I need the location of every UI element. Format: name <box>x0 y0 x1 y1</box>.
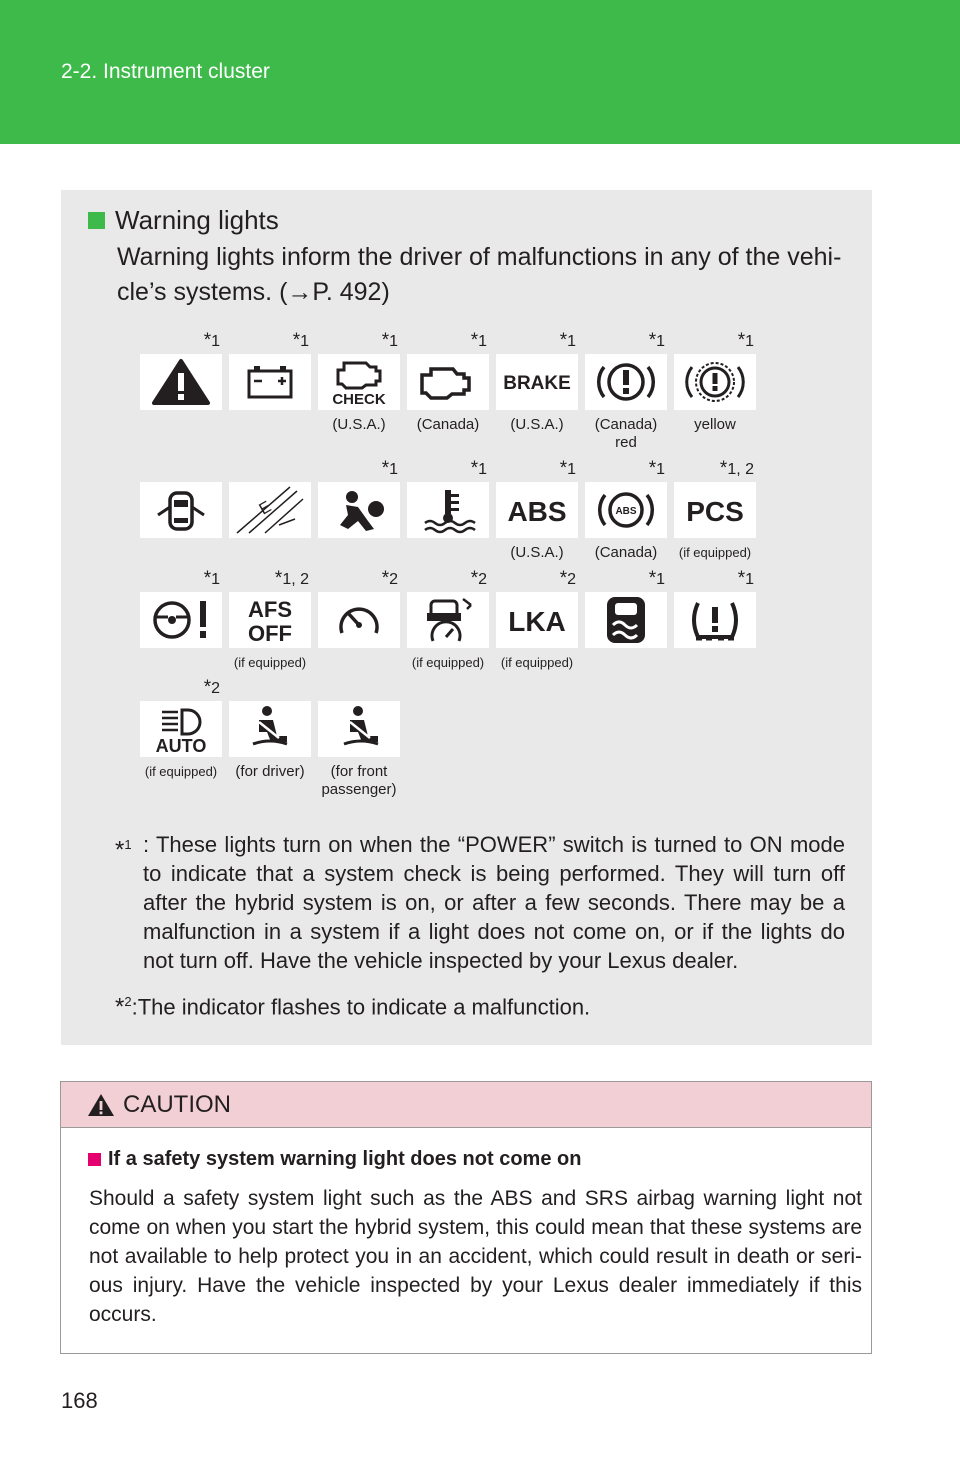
svg-text:PCS: PCS <box>686 496 744 527</box>
footnote-1-label: 1 <box>124 837 132 852</box>
power-steering-icon-graphic <box>146 595 216 645</box>
svg-text:OFF: OFF <box>248 621 292 645</box>
brake-circle-icon-graphic <box>591 357 661 407</box>
icon-caption: (Canada) <box>594 544 658 561</box>
abs-text-icon-graphic <box>502 485 572 535</box>
icon-caption: (for front passenger) <box>321 763 397 798</box>
seatbelt-passenger-icon-graphic <box>324 704 394 754</box>
cruise-control-icon-graphic <box>324 595 394 645</box>
battery-icon <box>229 354 311 410</box>
icon-caption: (if equipped) <box>500 655 574 670</box>
fuel-gauge-icon-graphic <box>235 485 305 535</box>
slip-indicator-icon <box>585 592 667 648</box>
svg-text:BRAKE: BRAKE <box>503 373 571 394</box>
footnote-mark: *2 <box>470 568 487 589</box>
door-open-icon <box>140 482 222 538</box>
icon-caption: (for driver) <box>235 763 305 780</box>
warning-triangle-icon <box>140 354 222 410</box>
footnote-1 <box>115 830 845 975</box>
abs-circle-icon <box>585 482 667 538</box>
page-number: 168 <box>61 1388 98 1413</box>
footnote-mark: *1 <box>559 330 576 351</box>
caution-title <box>88 1148 581 1171</box>
lka-icon <box>496 592 578 648</box>
brake-circle-yellow-icon <box>674 354 756 410</box>
intro-paragraph: Warning lights inform the driver of malfunctions in any of the vehi-cle’s systems. (→P. 492) <box>117 243 842 306</box>
radar-cruise-icon <box>407 592 489 648</box>
footnote-mark: *1 <box>292 330 309 351</box>
footnote-1-text: : These lights turn on when the “POWER” switch is turned to ON mode to indicate that a system check is being performed. They will turn off after the hybrid system is on, or after a few seconds. There may be a malfunction in a system if a light does not come on, or if the lights do not turn off. Have the vehicle inspected by your Lexus dealer. <box>143 832 845 973</box>
brake-circle-yellow-icon-graphic <box>680 357 750 407</box>
caution-box <box>60 1081 872 1354</box>
abs-circle-icon-graphic <box>591 485 661 535</box>
footnote-mark: *1 <box>737 330 754 351</box>
slip-indicator-icon-graphic <box>591 595 661 645</box>
caution-header <box>61 1082 871 1128</box>
lka-icon-graphic <box>502 595 572 645</box>
door-open-icon-graphic <box>146 485 216 535</box>
brake-text-icon <box>496 354 578 410</box>
footnote-2 <box>115 987 845 1021</box>
footnote-mark: *1 <box>470 458 487 479</box>
footnote-mark: *1, 2 <box>274 568 309 589</box>
footnote-2-label: 2 <box>124 994 132 1009</box>
svg-text:CHECK: CHECK <box>332 391 386 407</box>
brake-circle-icon <box>585 354 667 410</box>
section-heading-text: Warning lights <box>115 205 279 235</box>
svg-text:AUTO: AUTO <box>155 736 207 754</box>
footnote-mark: *1 <box>648 568 665 589</box>
footnote-mark: *1 <box>648 330 665 351</box>
pcs-icon <box>674 482 756 538</box>
coolant-temp-icon <box>407 482 489 538</box>
section-breadcrumb: 2-2. Instrument cluster <box>61 60 270 83</box>
icon-caption: (U.S.A.) <box>510 544 564 561</box>
icon-caption: (if equipped) <box>411 655 485 670</box>
auto-headlight-icon-graphic <box>146 704 216 754</box>
svg-text:ABS: ABS <box>615 506 637 517</box>
footnote-mark: *2 <box>381 568 398 589</box>
footnote-mark: *1 <box>559 458 576 479</box>
footnote-mark: *1 <box>648 458 665 479</box>
footnote-2-star: * <box>115 993 125 1021</box>
brake-text-icon-graphic <box>502 357 572 407</box>
check-engine-icon-graphic <box>324 357 394 407</box>
icon-caption: (Canada) red <box>594 416 658 451</box>
warning-triangle-icon-graphic <box>146 357 216 407</box>
engine-icon <box>407 354 489 410</box>
footnote-mark: *1 <box>381 458 398 479</box>
footnote-1-star: * <box>115 836 125 864</box>
seatbelt-driver-icon <box>229 701 311 757</box>
afs-off-icon <box>229 592 311 648</box>
warning-lights-panel <box>61 190 872 1045</box>
tire-pressure-icon <box>674 592 756 648</box>
svg-text:AFS: AFS <box>248 597 292 622</box>
svg-text:E: E <box>256 498 275 519</box>
fuel-gauge-icon <box>229 482 311 538</box>
footnote-mark: *1 <box>737 568 754 589</box>
caution-title-text: If a safety system warning light does not come on <box>108 1148 582 1170</box>
caution-text: Should a safety system light such as the ABS and SRS airbag warning light not come on when you start the hybrid system, this could mean that these systems are not available to help protect you in an accident, which could result in death or seri-ous injury. Have the vehicle inspected by your Lexus dealer immediately if this occurs. <box>89 1187 862 1326</box>
icon-caption: (Canada) <box>416 416 480 433</box>
auto-headlight-icon <box>140 701 222 757</box>
power-steering-icon <box>140 592 222 648</box>
srs-airbag-icon-graphic <box>324 485 394 535</box>
icon-caption: (U.S.A.) <box>332 416 386 433</box>
footnote-mark: *2 <box>559 568 576 589</box>
coolant-temp-icon-graphic <box>413 485 483 535</box>
green-square-bullet-icon <box>88 212 105 229</box>
footnote-mark: *2 <box>203 677 220 698</box>
magenta-square-bullet-icon <box>88 1153 101 1166</box>
radar-cruise-icon-graphic <box>413 595 483 645</box>
seatbelt-driver-icon-graphic <box>235 704 305 754</box>
caution-triangle-icon <box>87 1093 115 1117</box>
check-engine-icon <box>318 354 400 410</box>
caution-label: CAUTION <box>123 1090 231 1118</box>
icon-caption: (if equipped) <box>144 764 218 779</box>
footnote-mark: *1 <box>203 330 220 351</box>
footnote-mark: *1 <box>470 330 487 351</box>
footnotes <box>115 830 845 1021</box>
seatbelt-passenger-icon <box>318 701 400 757</box>
battery-icon-graphic <box>235 357 305 407</box>
engine-icon-graphic <box>413 357 483 407</box>
footnote-mark: *1 <box>203 568 220 589</box>
icon-caption: (if equipped) <box>678 545 752 560</box>
footnote-mark: *1, 2 <box>719 458 754 479</box>
cruise-control-icon <box>318 592 400 648</box>
footnote-mark: *1 <box>381 330 398 351</box>
footnote-2-text: :The indicator flashes to indicate a malfunction. <box>131 994 591 1020</box>
icon-caption: yellow <box>694 416 736 433</box>
abs-text-icon <box>496 482 578 538</box>
pcs-icon-graphic <box>680 485 750 535</box>
svg-text:LKA: LKA <box>508 606 566 637</box>
afs-off-icon-graphic <box>235 595 305 645</box>
tire-pressure-icon-graphic <box>680 595 750 645</box>
section-heading <box>88 205 279 236</box>
icon-caption: (U.S.A.) <box>510 416 564 433</box>
header-bar <box>0 0 960 144</box>
icon-caption: (if equipped) <box>233 655 307 670</box>
svg-text:ABS: ABS <box>507 496 567 527</box>
srs-airbag-icon <box>318 482 400 538</box>
